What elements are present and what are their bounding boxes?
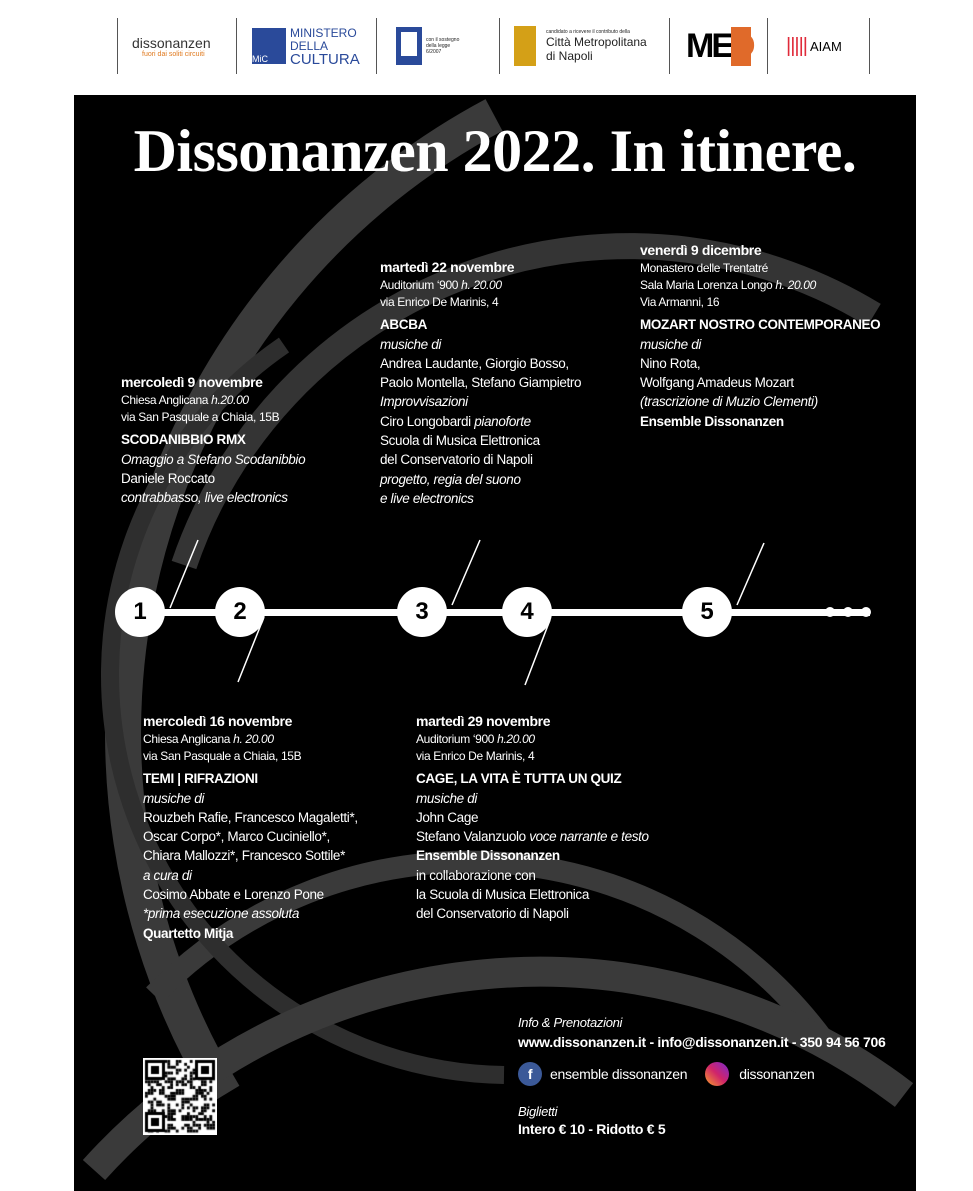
event-line: Rouzbeh Rafie, Francesco Magaletti*,: [143, 809, 358, 825]
event-block: [121, 373, 305, 507]
regione-campania-logo: con il sostegno della legge 6/2007: [396, 24, 466, 68]
facebook-handle[interactable]: ensemble dissonanzen: [550, 1066, 688, 1082]
contacts[interactable]: www.dissonanzen.it - info@dissonanzen.it - 350 94 56 706: [518, 1034, 886, 1050]
event-line: Cosimo Abbate e Lorenzo Pone: [143, 887, 324, 903]
timeline-marker: 3: [397, 587, 447, 637]
event-line: Ciro Longobardi pianoforte: [380, 413, 531, 429]
timeline-more-dot: [861, 607, 871, 617]
event-line: Wolfgang Amadeus Mozart: [640, 375, 794, 391]
event-line: (trascrizione di Muzio Clementi): [640, 394, 818, 410]
event-date: mercoledì 9 novembre: [121, 374, 263, 390]
event-line: Stefano Valanzuolo voce narrante e testo: [416, 829, 649, 845]
event-venue: via San Pasquale a Chiaia, 15B: [143, 749, 302, 764]
instagram-icon[interactable]: [705, 1062, 729, 1086]
event-line: Oscar Corpo*, Marco Cuciniello*,: [143, 829, 330, 845]
event-date: venerdì 9 dicembre: [640, 242, 762, 258]
event-title: CAGE, LA VITA È TUTTA UN QUIZ: [416, 771, 622, 787]
event-line: Paolo Montella, Stefano Giampietro: [380, 375, 582, 391]
event-line: musiche di: [416, 790, 478, 806]
event-line: musiche di: [640, 336, 702, 352]
event-venue: Auditorium ‘900 h. 20.00: [380, 278, 502, 293]
event-line: e live electronics: [380, 490, 474, 506]
poster-title: Dissonanzen 2022. In itinere.: [133, 118, 857, 184]
event-line: Ensemble Dissonanzen: [416, 848, 560, 864]
event-line: del Conservatorio di Napoli: [416, 906, 569, 922]
event-line: Andrea Laudante, Giorgio Bosso,: [380, 355, 569, 371]
event-line: musiche di: [380, 336, 442, 352]
citta-metropolitana-logo: candidato a ricevere il contributo della Città Metropolitana di Napoli: [514, 24, 647, 68]
event-line: Scuola di Musica Elettronica: [380, 433, 540, 449]
event-title: TEMI | RIFRAZIONI: [143, 771, 258, 787]
tickets-heading: Biglietti: [518, 1104, 558, 1119]
event-date: martedì 29 novembre: [416, 713, 551, 729]
event-block: [416, 712, 649, 924]
event-line: a cura di: [143, 867, 192, 883]
info-section: [518, 1015, 885, 1137]
timeline-marker: 4: [502, 587, 552, 637]
event-date: martedì 22 novembre: [380, 259, 515, 275]
timeline-marker: 2: [215, 587, 265, 637]
event-venue: Auditorium ‘900 h.20.00: [416, 732, 535, 747]
event-line: Daniele Roccato: [121, 470, 215, 486]
event-line: la Scuola di Musica Elettronica: [416, 887, 589, 903]
event-line: Quartetto Mitja: [143, 925, 234, 941]
dissonanzen-logo: dissonanzen fuori dai soliti circuiti: [132, 34, 211, 58]
event-line: Improvvisazioni: [380, 394, 468, 410]
qr-code[interactable]: [143, 1058, 217, 1135]
event-venue: Via Armanni, 16: [640, 295, 720, 310]
event-block: [640, 241, 880, 431]
sponsor-logo-bar: [0, 14, 973, 74]
event-line: progetto, regia del suono: [380, 471, 521, 487]
event-title: MOZART NOSTRO CONTEMPORANEO: [640, 317, 881, 333]
event-venue: Monastero delle Trentatré: [640, 261, 768, 276]
event-block: [143, 712, 358, 943]
event-date: mercoledì 16 novembre: [143, 713, 293, 729]
med-logo: ME D: [686, 26, 753, 65]
event-line: del Conservatorio di Napoli: [380, 452, 533, 468]
facebook-icon[interactable]: f: [518, 1062, 542, 1086]
event-title: SCODANIBBIO RMX: [121, 432, 246, 448]
instagram-handle[interactable]: dissonanzen: [739, 1066, 815, 1082]
event-line: John Cage: [416, 809, 479, 825]
event-venue: Chiesa Anglicana h.20.00: [121, 393, 249, 408]
ministero-cultura-logo: MiC MINISTERO DELLA CULTURA: [252, 25, 360, 68]
poster: [74, 95, 916, 1191]
aiam-logo: ||||| AIAM: [786, 34, 842, 57]
timeline-more-dot: [825, 607, 835, 617]
timeline-more-dot: [843, 607, 853, 617]
event-venue: Sala Maria Lorenza Longo h. 20.00: [640, 278, 816, 293]
event-line: Nino Rota,: [640, 355, 701, 371]
timeline-marker: 5: [682, 587, 732, 637]
event-line: contrabbasso, live electronics: [121, 490, 288, 506]
event-block: [380, 258, 581, 508]
event-line: *prima esecuzione assoluta: [143, 906, 299, 922]
event-line: Chiara Mallozzi*, Francesco Sottile*: [143, 848, 345, 864]
event-venue: via Enrico De Marinis, 4: [416, 749, 535, 764]
timeline-marker: 1: [115, 587, 165, 637]
ticket-prices: Intero € 10 - Ridotto € 5: [518, 1121, 666, 1137]
event-line: musiche di: [143, 790, 205, 806]
event-title: ABCBA: [380, 317, 427, 333]
event-line: Ensemble Dissonanzen: [640, 413, 784, 429]
event-venue: via San Pasquale a Chiaia, 15B: [121, 410, 280, 425]
event-venue: Chiesa Anglicana h. 20.00: [143, 732, 274, 747]
event-venue: via Enrico De Marinis, 4: [380, 295, 499, 310]
event-line: in collaborazione con: [416, 867, 536, 883]
event-line: Omaggio a Stefano Scodanibbio: [121, 451, 306, 467]
info-heading: Info & Prenotazioni: [518, 1015, 623, 1030]
